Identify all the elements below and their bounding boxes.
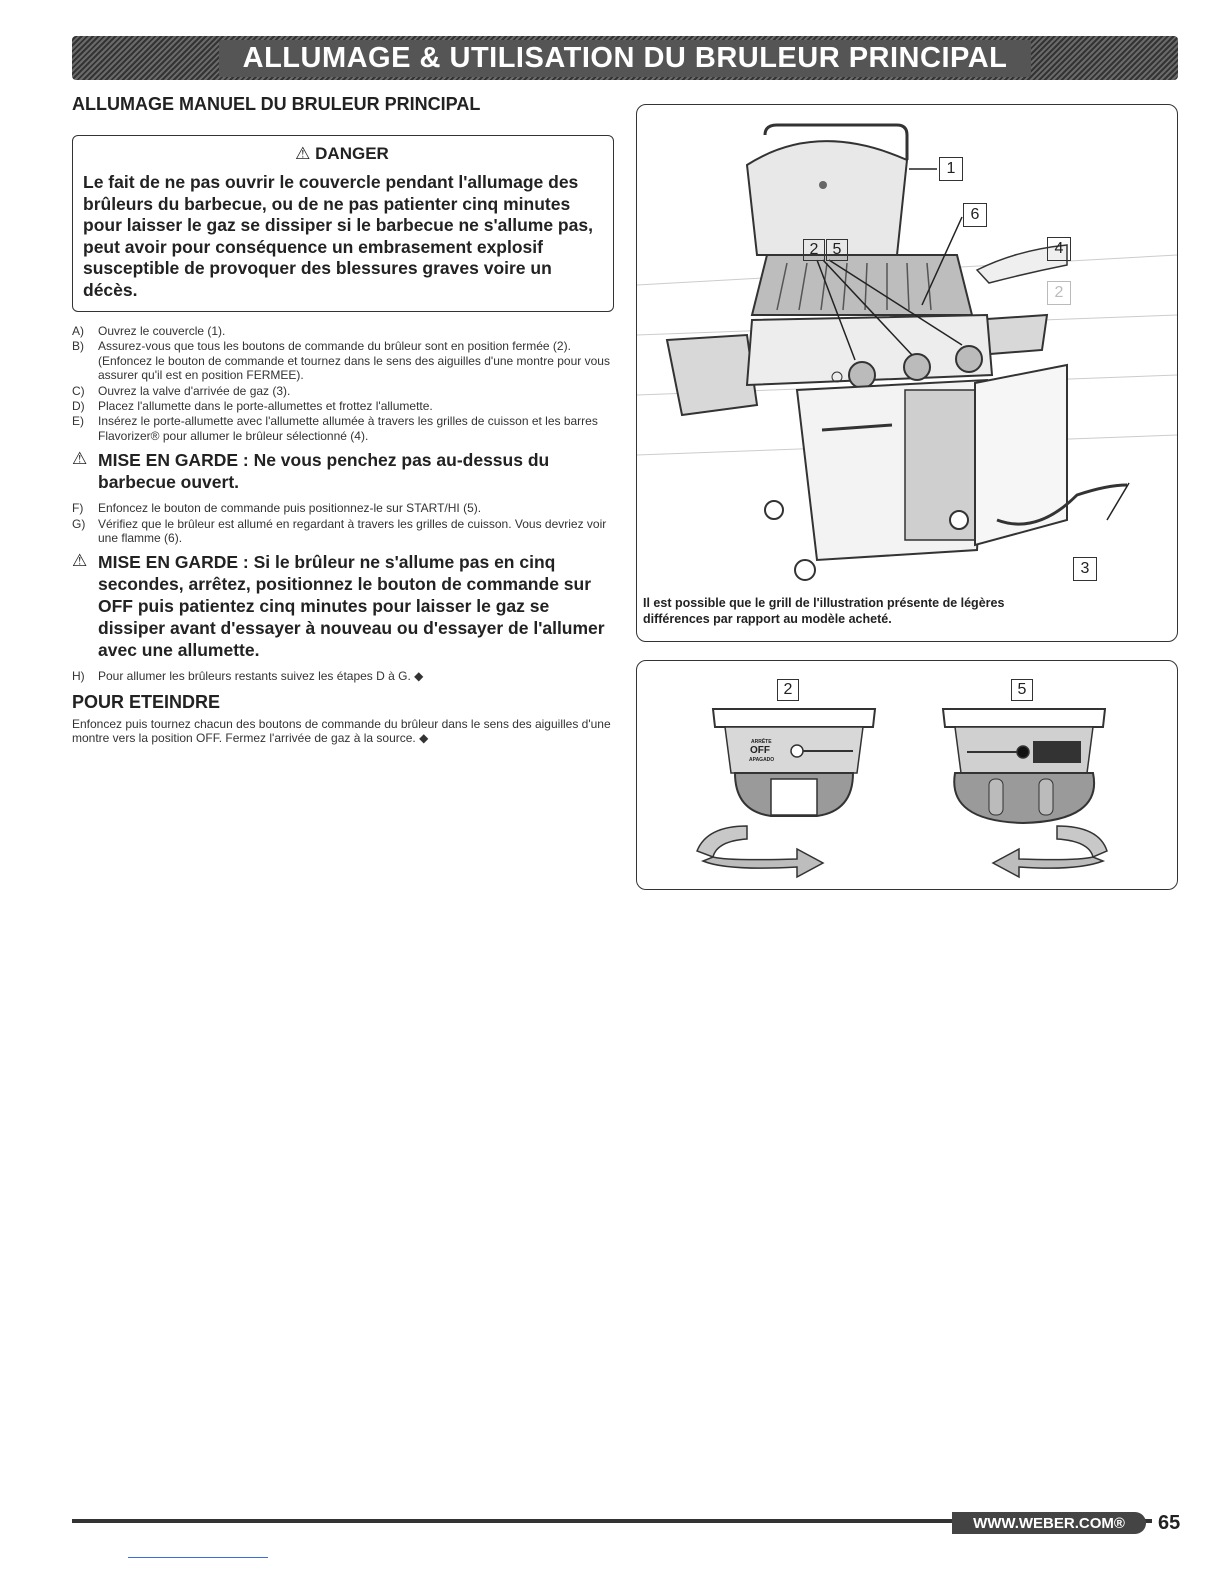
steps-list-b bbox=[72, 501, 614, 545]
warning-no-ignition bbox=[72, 551, 614, 661]
warning-text: MISE EN GARDE : Si le brûleur ne s'allume pas en cinq secondes, arrêtez, positionnez le bouton de commande sur OFF puis patientez cinq minutes pour laisser le gaz se dissiper avant d'essayer à nouveau ou d'essayer de l'allumer avec une allumette. bbox=[98, 552, 605, 661]
grill-illustration bbox=[637, 105, 1177, 585]
list-item: C) Ouvrez la valve d'arrivée de gaz (3). bbox=[72, 383, 291, 398]
warning-icon: ⚠ bbox=[72, 551, 88, 571]
callout-2: 2 bbox=[803, 239, 825, 261]
footer-divider bbox=[128, 1557, 268, 1558]
knob-text-apagado: APAGADO bbox=[749, 757, 775, 763]
turn-off-text: Enfoncez puis tournez chacun des boutons de commande du brûleur dans le sens des aiguilles d'une montre vers la position OFF. Fermez l'arrivée de gaz à la source. ◆ bbox=[72, 716, 611, 746]
callout-3: 3 bbox=[1073, 557, 1097, 581]
callout-6: 6 bbox=[963, 203, 987, 227]
section-title-turn-off: POUR ETEINDRE bbox=[72, 691, 221, 712]
list-item: G) Vérifiez que le brûleur est allumé en regardant à travers les grilles de cuisson. Vous devriez voir une flamme (6). bbox=[72, 516, 607, 546]
callout-5: 5 bbox=[826, 239, 848, 261]
footer-url[interactable]: WWW.WEBER.COM® bbox=[952, 1512, 1146, 1534]
knob-diagrams bbox=[637, 661, 1177, 889]
list-item: F) Enfoncez le bouton de commande puis positionnez-le sur START/HI (5). bbox=[72, 501, 482, 516]
illustration-caption: Il est possible que le grill de l'illustration présente de légères différences par rapport au modèle acheté. bbox=[643, 596, 1005, 626]
danger-text: Le fait de ne pas ouvrir le couvercle pendant l'allumage des brûleurs du barbecue, ou de ne pas patienter cinq minutes pour laisser le gaz se dissiper si le barbecue ne s'allume pas, peut avoir pour conséquence un embrasement explosif susceptible de provoquer des blessures graves voire un décès. bbox=[83, 172, 593, 300]
steps-list-c bbox=[72, 669, 614, 683]
list-item: B) Assurez-vous que tous les boutons de commande du brûleur sont en position fermée (2). (Enfoncez le bouton de commande et tournez dans le sens des aiguilles d'une montre pour vous assurer qu'il est en position FERMEE). bbox=[72, 339, 610, 383]
warning-lean bbox=[72, 449, 614, 493]
banner-title: ALLUMAGE & UTILISATION DU BRULEUR PRINCIPAL bbox=[219, 40, 1032, 77]
list-item: D) Placez l'allumette dans le porte-allumettes et frottez l'allumette. bbox=[72, 399, 433, 414]
list-item: H) Pour allumer les brûleurs restants suivez les étapes D à G. ◆ bbox=[72, 669, 424, 684]
danger-box bbox=[72, 135, 614, 312]
list-item: A) Ouvrez le couvercle (1). bbox=[72, 324, 226, 338]
page-banner bbox=[72, 36, 1178, 80]
callout-1: 1 bbox=[939, 157, 963, 181]
knob-text-arrete: ARRÊTE bbox=[751, 739, 772, 745]
danger-title: ⚠ DANGER bbox=[295, 144, 389, 163]
list-item: E) Insérez le porte-allumette avec l'allumette allumée à travers les grilles de cuisson et les barres Flavorizer® pour allumer le brûleur sélectionné (4). bbox=[72, 414, 598, 443]
knob-label-start: 5 bbox=[1011, 679, 1033, 701]
callout-2-faded: 2 bbox=[1047, 281, 1071, 305]
knob-detail-panel bbox=[636, 660, 1178, 890]
warning-icon: ⚠ bbox=[72, 449, 88, 469]
instructions-column bbox=[72, 94, 614, 746]
section-title-manual-lighting: ALLUMAGE MANUEL DU BRULEUR PRINCIPAL bbox=[72, 94, 481, 114]
callout-4: 4 bbox=[1047, 237, 1071, 261]
grill-illustration-panel bbox=[636, 104, 1178, 642]
steps-list-a bbox=[72, 324, 614, 443]
knob-text-off: OFF bbox=[750, 745, 770, 756]
knob-label-off: 2 bbox=[777, 679, 799, 701]
page-number: 65 bbox=[1158, 1512, 1181, 1534]
warning-text: MISE EN GARDE : Ne vous penchez pas au-dessus du barbecue ouvert. bbox=[98, 450, 550, 493]
